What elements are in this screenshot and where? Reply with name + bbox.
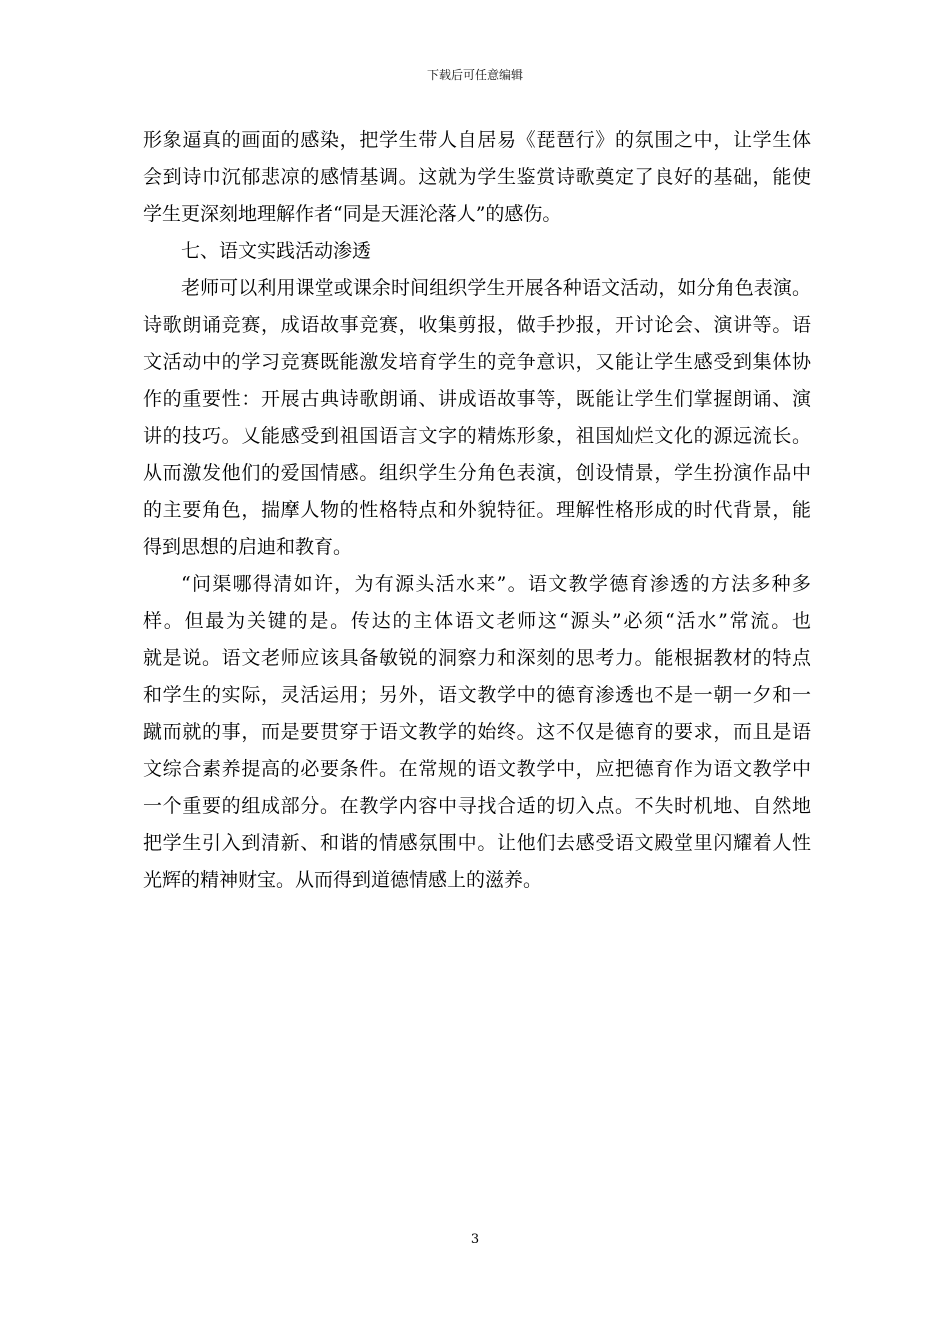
body-line: 一个重要的组成部分。在教学内容中寻找合适的切入点。不失时机地、自然地 — [143, 795, 811, 817]
body-line: 学生更深刻地理解作者“同是天涯沦落人”的感伤。 — [143, 203, 562, 225]
page-header: 下载后可任意编辑 — [426, 68, 523, 82]
body-line: 样。但最为关键的是。传达的主体语文老师这“源头”必须“活水”常流。也 — [143, 610, 811, 632]
body-line: 文活动中的学习竞赛既能激发培育学生的竞争意识，又能让学生感受到集体协 — [143, 351, 811, 373]
body-line: 光辉的精神财宝。从而得到道德情感上的滋养。 — [143, 869, 543, 891]
body-line: 讲的技巧。乂能感受到祖国语言文字的精炼形象，祖国灿烂文化的源远流长。 — [143, 425, 811, 447]
body-line: 和学生的实际，灵活运用；另外，语文教学中的德育渗透也不是一朝一夕和一 — [143, 684, 811, 706]
body-line: 诗歌朗诵竞赛，成语故事竞赛，收集剪报，做手抄报，开讨论会、演讲等。语 — [143, 314, 811, 336]
body-line: 的主要角色，揣摩人物的性格特点和外貌特征。理解性格形成的时代背景，能 — [143, 499, 811, 521]
body-line: 会到诗巾沉郁悲凉的感情基调。这就为学生鉴赏诗歌奠定了良好的基础，能使 — [143, 166, 811, 188]
body-line: 作的重要性：开展古典诗歌朗诵、讲成语故事等，既能让学生们掌握朗诵、演 — [143, 388, 811, 410]
body-line: 就是说。语文老师应该具备敏锐的洞察力和深刻的思考力。能根据教材的特点 — [143, 647, 811, 669]
body-line: 从而激发他们的爱国情感。组织学生分角色表演，创设情景，学生扮演作品中 — [143, 462, 811, 484]
page-number: 3 — [470, 1232, 480, 1247]
body-line: 得到思想的启迪和教育。 — [143, 536, 353, 558]
body-line: 蹴而就的事，而是要贯穿于语文教学的始终。这不仅是德育的要求，而且是语 — [143, 721, 811, 743]
body-line: “问渠哪得清如许，为有源头活水来”。语文教学德育渗透的方法多种多 — [181, 573, 811, 595]
section-heading: 七、语文实践活动渗透 — [181, 240, 372, 262]
body-line: 老师可以利用课堂或课余时间组织学生开展各种语文活动，如分角色表演。 — [181, 277, 811, 299]
body-line: 把学生引入到清新、和谐的情感氛围中。让他们去感受语文殿堂里闪耀着人性 — [143, 832, 811, 854]
body-line: 文综合素养提高的必要条件。在常规的语文教学中，应把德育作为语文教学中 — [143, 758, 811, 780]
body-line: 形象逼真的画面的感染，把学生带人自居易《琵琶行》的氛围之中，让学生体 — [143, 129, 811, 151]
